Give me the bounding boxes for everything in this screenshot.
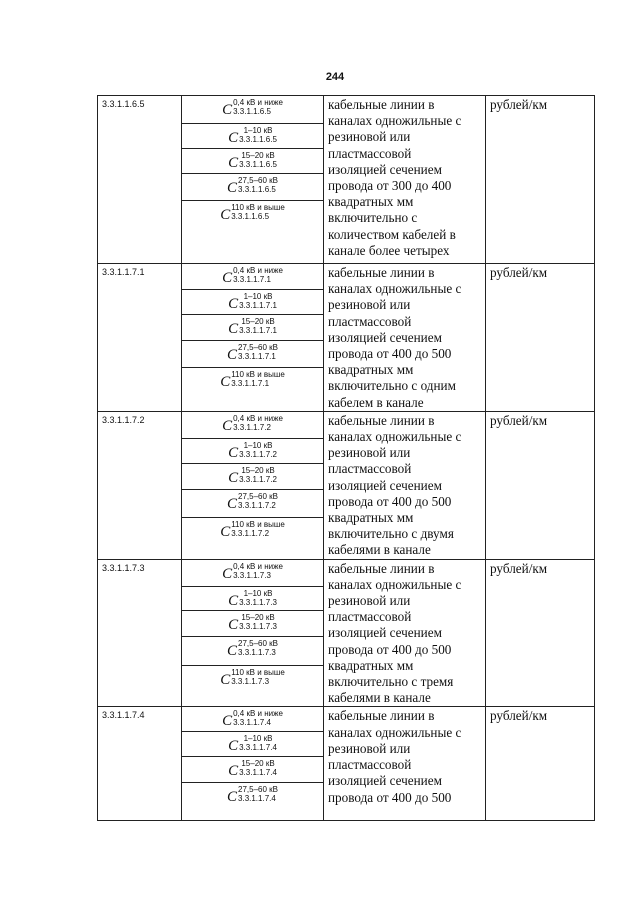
formula-cell: [182, 707, 324, 821]
description-line: квадратных мм: [328, 362, 414, 378]
description-line: включительно с тремя: [328, 674, 454, 690]
description-line: кабелями в канале: [328, 542, 431, 558]
formula-symbol: C: [220, 671, 231, 688]
formula-subcell: [182, 783, 323, 820]
description-line: провода от 400 до 500: [328, 493, 452, 509]
formula-symbol: C: [228, 155, 239, 171]
cost-formula: [228, 317, 277, 337]
formula-code-subscript: 3.3.1.1.6.5: [238, 185, 276, 194]
description-line: изоляцией сечением: [328, 625, 442, 641]
formula-code-subscript: 3.3.1.1.7.1: [231, 379, 270, 388]
cost-formula: [228, 613, 277, 633]
description-line: кабельные линии в: [328, 708, 435, 724]
formula-voltage-superscript: 27,5–60 кВ: [238, 491, 278, 501]
formula-symbol: C: [227, 347, 238, 363]
formula-subcell: [182, 96, 323, 124]
description-line: каналах одножильные с: [328, 576, 462, 592]
unit-cell: рублей/км: [486, 707, 595, 821]
formula-code-subscript: 3.3.1.1.7.4: [233, 718, 271, 728]
description-cell: [324, 707, 486, 821]
description-line: изоляцией сечением: [328, 477, 442, 493]
formula-code-subscript: 3.3.1.1.7.2: [239, 474, 277, 484]
tariff-table: [97, 95, 595, 821]
formula-cell: [182, 264, 324, 412]
formula-subcell: [182, 174, 323, 201]
description-line: квадратных мм: [328, 194, 414, 210]
cost-formula: [227, 343, 278, 363]
formula-code-subscript: 3.3.1.1.7.3: [239, 597, 277, 607]
formula-symbol: C: [228, 321, 239, 337]
description-line: пластмассовой: [328, 461, 412, 477]
formula-symbol: C: [228, 738, 239, 755]
table-row: [98, 411, 595, 559]
description-line: провода от 400 до 500: [328, 789, 452, 805]
table-row: [98, 707, 595, 821]
cost-formula: [222, 414, 283, 434]
formula-code-subscript: 3.3.1.1.7.1: [239, 301, 277, 310]
formula-subcell: [182, 412, 323, 439]
formula-voltage-superscript: 1–10 кВ: [243, 126, 273, 135]
formula-symbol: C: [228, 296, 239, 312]
table-row: [98, 264, 595, 412]
description-line: изоляцией сечением: [328, 773, 442, 789]
formula-voltage-superscript: 27,5–60 кВ: [238, 343, 278, 352]
description-line: каналах одножильные с: [328, 724, 462, 740]
cost-formula: [228, 759, 277, 779]
unit-cell: рублей/км: [486, 411, 595, 559]
description-cell: [324, 411, 486, 559]
cost-formula: [222, 562, 283, 582]
formula-voltage-superscript: 15–20 кВ: [241, 612, 275, 622]
formula-symbol: C: [228, 469, 239, 486]
description-line: провода от 300 до 400: [328, 178, 452, 194]
description-line: резиновой или: [328, 593, 411, 609]
formula-cell: [182, 96, 324, 264]
description-line: каналах одножильные с: [328, 113, 462, 129]
row-code: 3.3.1.1.7.3: [98, 559, 182, 707]
formula-code-subscript: 3.3.1.1.7.1: [238, 352, 276, 361]
row-code: 3.3.1.1.7.4: [98, 707, 182, 821]
formula-symbol: C: [222, 270, 233, 286]
formula-code-subscript: 3.3.1.1.6.5: [231, 212, 270, 221]
cost-formula: [228, 292, 277, 312]
cost-formula: [227, 639, 278, 659]
formula-voltage-superscript: 110 кВ и выше: [231, 370, 285, 379]
description-line: резиновой или: [328, 297, 411, 313]
description-line: включительно с: [328, 210, 418, 226]
formula-code-subscript: 3.3.1.1.6.5: [239, 135, 277, 144]
description-line: включительно с одним: [328, 378, 456, 394]
formula-subcell: [182, 439, 323, 464]
formula-symbol: C: [228, 444, 239, 461]
formula-voltage-superscript: 15–20 кВ: [241, 317, 275, 326]
formula-subcell: [182, 666, 323, 706]
description-line: квадратных мм: [328, 510, 414, 526]
formula-voltage-superscript: 1–10 кВ: [243, 734, 273, 744]
formula-code-subscript: 3.3.1.1.7.3: [231, 676, 270, 686]
cost-formula: [228, 734, 277, 754]
formula-symbol: C: [227, 642, 238, 659]
description-line: кабельные линии в: [328, 412, 435, 428]
formula-code-subscript: 3.3.1.1.7.4: [238, 794, 276, 804]
description-line: каналах одножильные с: [328, 429, 462, 445]
formula-subcell: [182, 149, 323, 174]
formula-subcell: [182, 757, 323, 783]
cost-formula: [227, 492, 278, 512]
formula-subcell: [182, 707, 323, 732]
description-line: кабелями в канале: [328, 690, 431, 706]
formula-voltage-superscript: 0,4 кВ и ниже: [233, 98, 283, 107]
description-line: пластмассовой: [328, 145, 412, 161]
description-line: резиновой или: [328, 740, 411, 756]
formula-voltage-superscript: 1–10 кВ: [243, 440, 273, 450]
description-line: изоляцией сечением: [328, 161, 442, 177]
unit-cell: рублей/км: [486, 264, 595, 412]
formula-subcell: [182, 560, 323, 587]
table-body: [98, 96, 595, 821]
formula-symbol: C: [220, 207, 231, 223]
description-cell: [324, 559, 486, 707]
cost-formula: [220, 668, 285, 688]
formula-subcell: [182, 201, 323, 263]
formula-subcell: [182, 341, 323, 368]
formula-voltage-superscript: 15–20 кВ: [241, 759, 275, 769]
formula-code-subscript: 3.3.1.1.7.2: [233, 422, 271, 432]
row-code: 3.3.1.1.6.5: [98, 96, 182, 264]
description-line: включительно с двумя: [328, 526, 454, 542]
formula-cell: [182, 411, 324, 559]
description-line: канале более четырех: [328, 242, 450, 258]
description-line: пластмассовой: [328, 757, 412, 773]
table-row: [98, 559, 595, 707]
cost-formula: [228, 466, 277, 486]
formula-symbol: C: [222, 417, 233, 434]
formula-subcell: [182, 124, 323, 149]
description-line: пластмассовой: [328, 609, 412, 625]
description-line: квадратных мм: [328, 657, 414, 673]
formula-symbol: C: [228, 616, 239, 633]
formula-cell: [182, 559, 324, 707]
formula-code-subscript: 3.3.1.1.7.4: [239, 743, 277, 753]
formula-subcell: [182, 518, 323, 558]
description-cell: [324, 96, 486, 264]
formula-voltage-superscript: 0,4 кВ и ниже: [233, 413, 283, 423]
formula-subcell: [182, 611, 323, 637]
formula-subcell: [182, 368, 323, 410]
unit-cell: рублей/км: [486, 559, 595, 707]
formula-code-subscript: 3.3.1.1.6.5: [233, 107, 271, 116]
formula-voltage-superscript: 0,4 кВ и ниже: [233, 266, 283, 275]
cost-formula: [222, 266, 283, 286]
formula-voltage-superscript: 110 кВ и выше: [231, 667, 285, 677]
formula-subcell: [182, 490, 323, 518]
description-line: каналах одножильные с: [328, 281, 462, 297]
table-row: [98, 96, 595, 264]
cost-formula: [222, 98, 283, 118]
formula-symbol: C: [227, 789, 238, 806]
formula-code-subscript: 3.3.1.1.7.3: [233, 570, 271, 580]
formula-voltage-superscript: 27,5–60 кВ: [238, 785, 278, 795]
formula-voltage-superscript: 110 кВ и выше: [231, 519, 285, 529]
cost-formula: [228, 589, 277, 609]
description-line: кабельные линии в: [328, 265, 435, 280]
formula-code-subscript: 3.3.1.1.7.2: [239, 449, 277, 459]
description-line: резиновой или: [328, 445, 411, 461]
cost-formula: [220, 203, 285, 223]
formula-voltage-superscript: 110 кВ и выше: [231, 203, 285, 212]
formula-voltage-superscript: 15–20 кВ: [241, 151, 275, 160]
formula-symbol: C: [220, 523, 231, 540]
description-line: изоляцией сечением: [328, 329, 442, 345]
description-line: кабелем в канале: [328, 394, 424, 410]
cost-formula: [222, 709, 283, 729]
formula-voltage-superscript: 27,5–60 кВ: [238, 638, 278, 648]
formula-symbol: C: [228, 763, 239, 780]
formula-subcell: [182, 464, 323, 490]
formula-voltage-superscript: 15–20 кВ: [241, 465, 275, 475]
formula-code-subscript: 3.3.1.1.7.1: [233, 275, 271, 284]
cost-formula: [220, 520, 285, 540]
formula-subcell: [182, 732, 323, 757]
formula-voltage-superscript: 1–10 кВ: [243, 588, 273, 598]
page-number: 244: [325, 71, 345, 83]
formula-symbol: C: [228, 592, 239, 609]
description-line: пластмассовой: [328, 313, 412, 329]
cost-formula: [227, 176, 278, 196]
formula-code-subscript: 3.3.1.1.7.3: [239, 621, 277, 631]
description-line: провода от 400 до 500: [328, 641, 452, 657]
description-line: резиновой или: [328, 129, 411, 145]
description-cell: [324, 264, 486, 412]
formula-code-subscript: 3.3.1.1.6.5: [239, 160, 277, 169]
formula-symbol: C: [222, 102, 233, 118]
cost-formula: [220, 370, 285, 390]
formula-code-subscript: 3.3.1.1.7.2: [238, 500, 276, 510]
formula-voltage-superscript: 0,4 кВ и ниже: [233, 709, 283, 719]
formula-voltage-superscript: 27,5–60 кВ: [238, 176, 278, 185]
formula-subcell: [182, 290, 323, 315]
formula-code-subscript: 3.3.1.1.7.4: [239, 768, 277, 778]
formula-subcell: [182, 315, 323, 341]
formula-subcell: [182, 587, 323, 611]
row-code: 3.3.1.1.7.2: [98, 411, 182, 559]
formula-voltage-superscript: 0,4 кВ и ниже: [233, 561, 283, 571]
unit-cell: рублей/км: [486, 96, 595, 264]
formula-symbol: C: [222, 565, 233, 582]
description-line: количеством кабелей в: [328, 226, 456, 242]
formula-subcell: [182, 637, 323, 666]
formula-symbol: C: [227, 180, 238, 196]
cost-formula: [228, 126, 277, 146]
formula-voltage-superscript: 1–10 кВ: [243, 292, 273, 301]
formula-code-subscript: 3.3.1.1.7.2: [231, 528, 270, 538]
description-line: кабельные линии в: [328, 560, 435, 576]
formula-code-subscript: 3.3.1.1.7.1: [239, 326, 277, 335]
formula-symbol: C: [228, 130, 239, 146]
row-code: 3.3.1.1.7.1: [98, 264, 182, 412]
formula-subcell: [182, 264, 323, 290]
formula-code-subscript: 3.3.1.1.7.3: [238, 647, 276, 657]
formula-symbol: C: [220, 374, 231, 390]
cost-formula: [227, 785, 278, 805]
formula-symbol: C: [227, 495, 238, 512]
description-line: провода от 400 до 500: [328, 346, 452, 362]
description-line: кабельные линии в: [328, 97, 435, 112]
cost-formula: [228, 151, 277, 171]
cost-formula: [228, 441, 277, 461]
formula-symbol: C: [222, 713, 233, 730]
